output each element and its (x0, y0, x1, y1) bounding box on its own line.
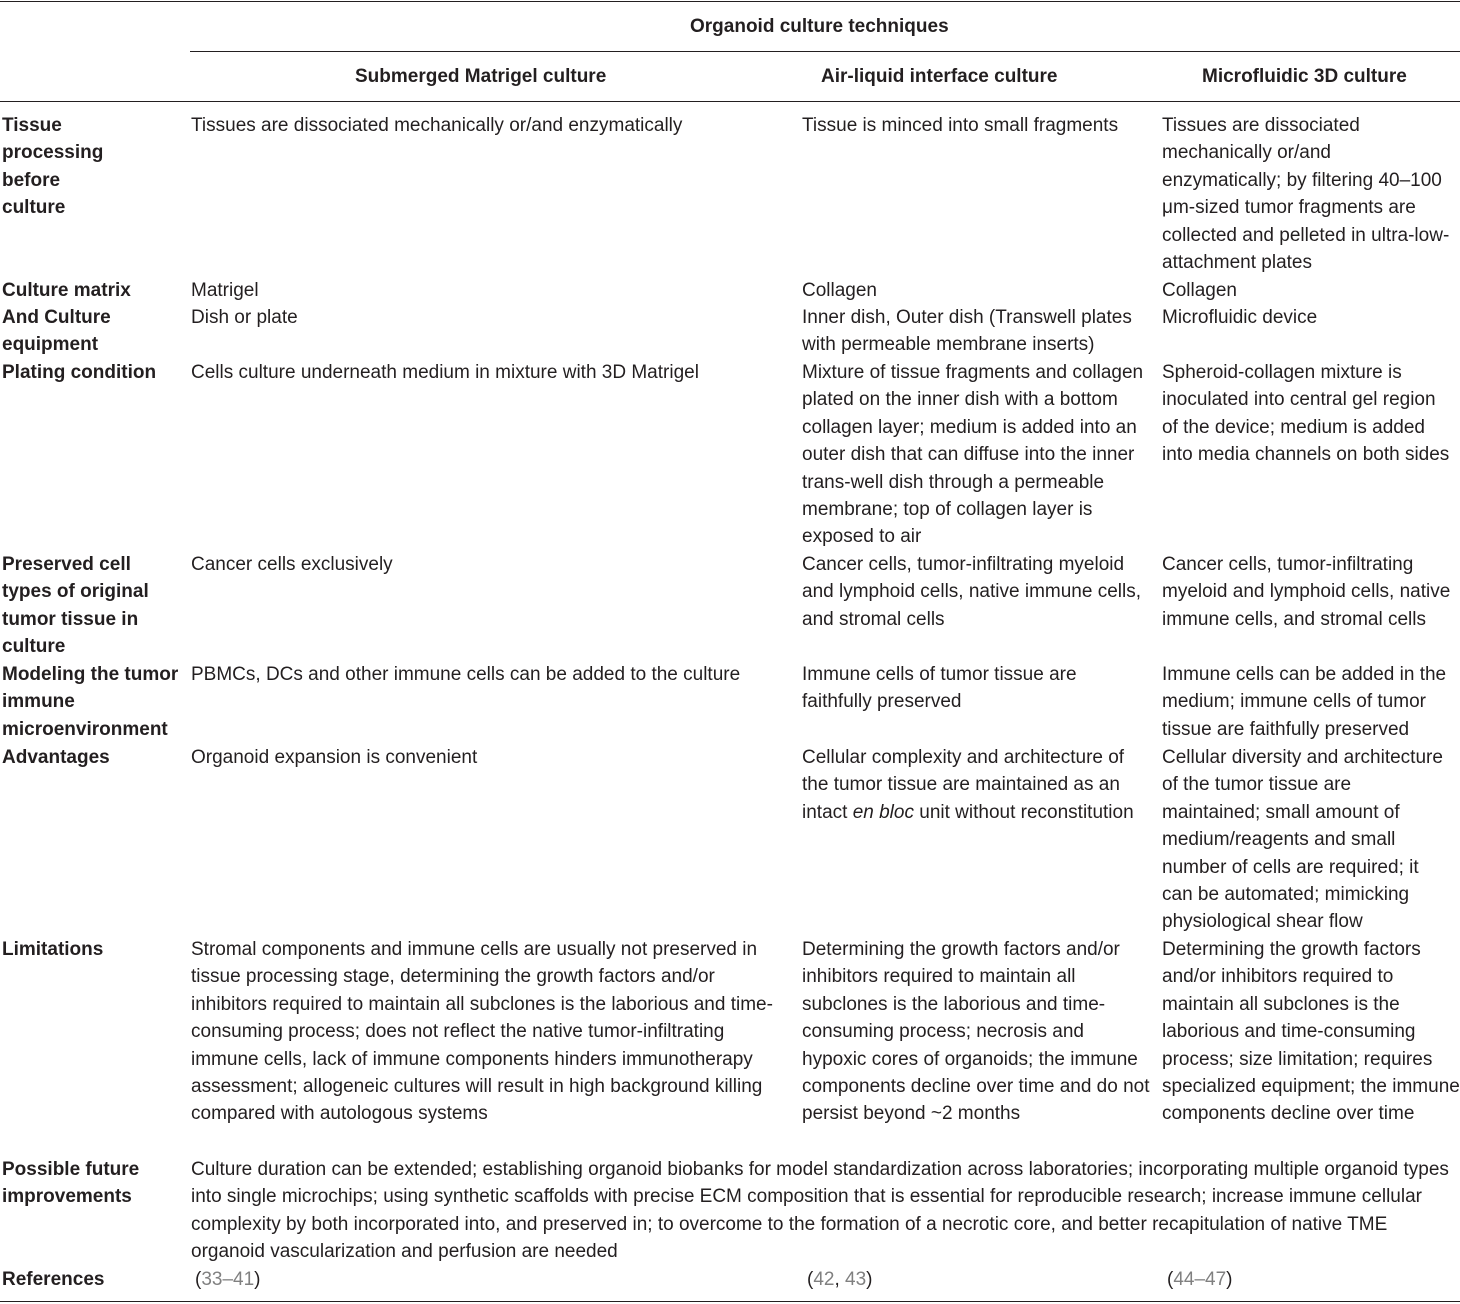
cell-plating-condition-microfluidic: Spheroid-collagen mixture is inoculated into central gel region of the device; medium is added into media channels on both sides (1162, 362, 1450, 466)
reference-link-33-41[interactable]: 33–41 (201, 1269, 255, 1290)
cell-modeling-tme-microfluidic: Immune cells can be added in the medium; immune cells of tumor tissue are faithfully preserved (1162, 664, 1447, 740)
reference-link-44-47[interactable]: 44–47 (1173, 1269, 1227, 1290)
row-label-culture-equipment: And Culture equipment (2, 307, 111, 356)
row-label-tissue-processing: Tissue processing before culture (2, 115, 104, 219)
cell-modeling-tme-air-liquid: Immune cells of tumor tissue are faithfully preserved (802, 664, 1077, 713)
cell-advantages-microfluidic: Cellular diversity and architecture of the tumor tissue are maintained; small amount of medium/reagents and small number of cells are required; it can be automated; mimicking physiological shear flow (1162, 747, 1443, 933)
cell-preserved-cell-types-air-liquid: Cancer cells, tumor-infiltrating myeloid and lymphoid cells, native immune cells, and stromal cells (802, 554, 1141, 630)
advantages-air-liquid-text-b: unit without reconstitution (913, 801, 1134, 823)
cell-limitations-air-liquid: Determining the growth factors and/or inhibitors required to maintain all subclones is the laborious and time-consuming process; necrosis and hypoxic cores of organoids; the immune components decline over time and do not persist beyond ~2 months (802, 939, 1150, 1125)
cell-advantages-submerged: Organoid expansion is convenient (191, 747, 478, 768)
cell-culture-matrix-air-liquid: Collagen (802, 280, 877, 301)
header-bottom-rule (0, 101, 1460, 102)
column-header-air-liquid-interface: Air-liquid interface culture (821, 66, 1058, 87)
cell-references-air-liquid: (42, 43) (807, 1269, 873, 1290)
cell-advantages-air-liquid (802, 744, 1150, 826)
cell-culture-equipment-submerged: Dish or plate (191, 307, 298, 328)
cell-references-submerged: (33–41) (195, 1269, 261, 1290)
reference-link-42[interactable]: 42 (813, 1269, 835, 1290)
row-label-plating-condition: Plating condition (2, 362, 157, 383)
cell-limitations-microfluidic: Determining the growth factors and/or inhibitors required to maintain all subclones is the laborious and time-consuming process; size limitation; requires specialized equipment; the immune components decline over time (1162, 939, 1460, 1125)
column-header-microfluidic-3d: Microfluidic 3D culture (1202, 66, 1407, 87)
cell-plating-condition-submerged: Cells culture underneath medium in mixture with 3D Matrigel (191, 362, 699, 383)
bottom-rule (0, 1301, 1460, 1302)
cell-tissue-processing-microfluidic: Tissues are dissociated mechanically or/and enzymatically; by filtering 40–100 μm-sized tumor fragments are collected and pelleted in ultra-low-attachment plates (1162, 115, 1450, 274)
cell-plating-condition-air-liquid: Mixture of tissue fragments and collagen plated on the inner dish with a bottom collagen layer; medium is added into an outer dish that can diffuse into the inner trans-well dish through a permeable membrane; top of collagen layer is exposed to air (802, 362, 1144, 548)
cell-culture-matrix-submerged: Matrigel (191, 280, 259, 301)
cell-modeling-tme-submerged: PBMCs, DCs and other immune cells can be added to the culture (191, 664, 741, 685)
cell-limitations-submerged: Stromal components and immune cells are usually not preserved in tissue processing stage, determining the growth factors and/or inhibitors required to maintain all subclones is the laborious and time-consuming process; does not reflect the native tumor-infiltrating immune cells, lack of immune components hinders immunotherapy assessment; allogeneic cultures will result in high background killing compared with autologous systems (191, 939, 773, 1125)
cell-culture-equipment-air-liquid: Inner dish, Outer dish (Transwell plates with permeable membrane inserts) (802, 307, 1132, 356)
row-label-advantages: Advantages (2, 747, 110, 768)
group-header-underline (190, 51, 1460, 52)
cell-tissue-processing-air-liquid: Tissue is minced into small fragments (802, 115, 1119, 136)
cell-tissue-processing-submerged: Tissues are dissociated mechanically or/and enzymatically (191, 115, 683, 136)
advantages-air-liquid-text-a: Cellular complexity and architecture of the tumor tissue are maintained as an intact (802, 747, 1125, 823)
row-label-limitations: Limitations (2, 939, 104, 960)
cell-references-microfluidic: (44–47) (1167, 1269, 1233, 1290)
group-header: Organoid culture techniques (690, 16, 949, 37)
cell-preserved-cell-types-submerged: Cancer cells exclusively (191, 554, 393, 575)
top-rule (0, 1, 1460, 2)
cell-preserved-cell-types-microfluidic: Cancer cells, tumor-infiltrating myeloid and lymphoid cells, native immune cells, and stromal cells (1162, 554, 1451, 630)
row-label-future-improvements: Possible future improvements (2, 1159, 140, 1208)
row-label-preserved-cell-types: Preserved cell types of original tumor tissue in culture (2, 554, 149, 658)
row-label-culture-matrix: Culture matrix (2, 280, 131, 301)
column-header-submerged-matrigel: Submerged Matrigel culture (355, 66, 607, 87)
cell-future-improvements: Culture duration can be extended; establishing organoid biobanks for model standardization across laboratories; incorporating multiple organoid types into single microchips; using synthetic scaffolds with precise ECM composition that is essential for reproducible research; increase immune cellular complexity by both incorporated into, and preserved in; to overcome to the formation of a necrotic core, and better recapitulation of native TME organoid vascularization and perfusion are needed (191, 1159, 1449, 1263)
row-label-references: References (2, 1269, 105, 1290)
cell-culture-equipment-microfluidic: Microfluidic device (1162, 307, 1318, 328)
row-label-modeling-tme: Modeling the tumor immune microenvironment (2, 664, 179, 740)
cell-culture-matrix-microfluidic: Collagen (1162, 280, 1237, 301)
advantages-air-liquid-italic: en bloc (852, 801, 914, 823)
reference-link-43[interactable]: 43 (845, 1269, 867, 1290)
